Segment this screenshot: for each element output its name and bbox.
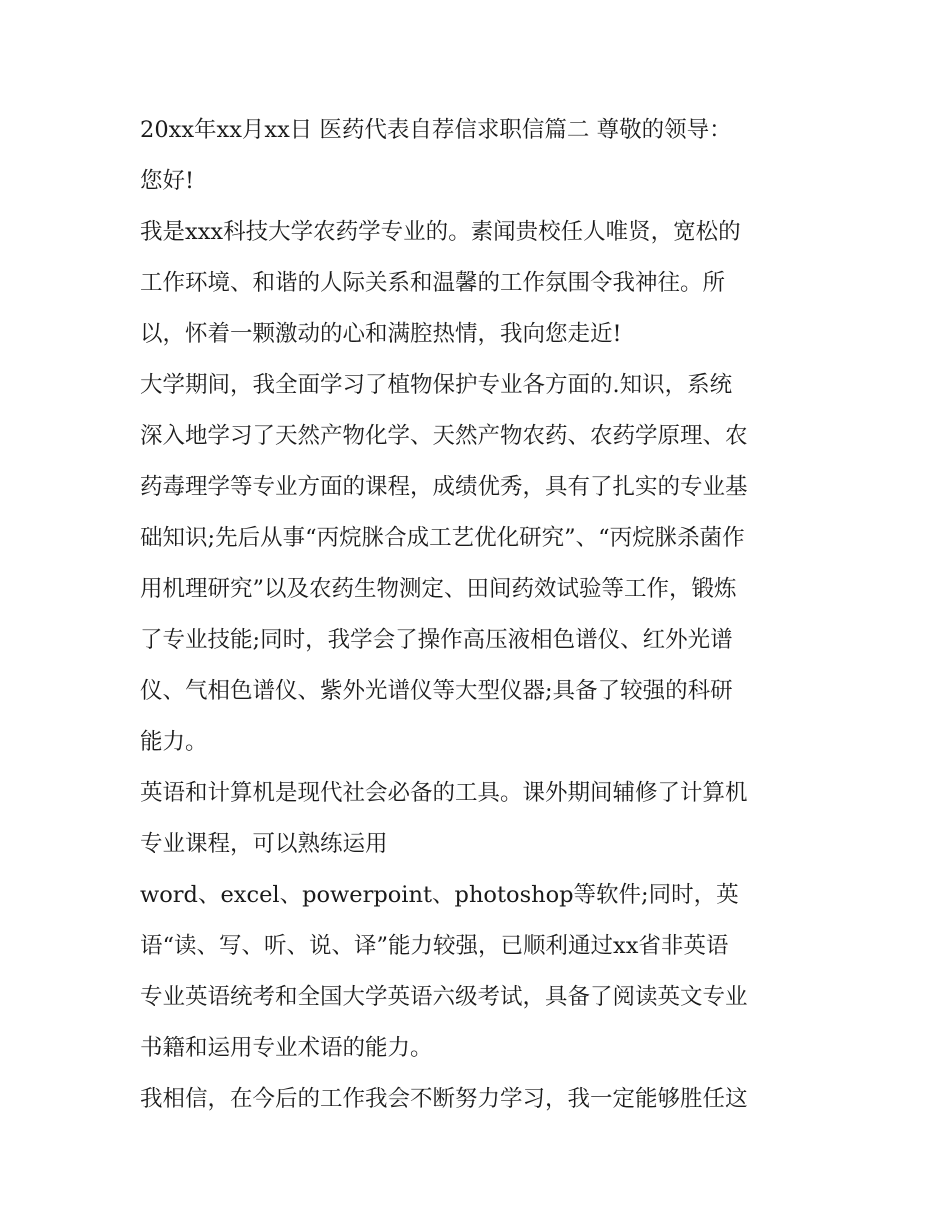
body-line: 我是xxx科技大学农药学专业的。素闻贵校任人唯贤，宽松的 <box>140 219 741 245</box>
body-line: 书籍和运用专业术语的能力。 <box>140 1035 433 1061</box>
body-line: word、excel、powerpoint、photoshop等软件;同时，英 <box>140 882 739 908</box>
body-line: 用机理研究”以及农药生物测定、田间药效试验等工作，锻炼 <box>140 576 737 602</box>
body-line: 药毒理学等专业方面的课程，成绩优秀，具有了扎实的专业基 <box>140 474 748 500</box>
body-line: 了专业技能;同时，我学会了操作高压液相色谱仪、红外光谱 <box>140 627 733 653</box>
body-line: 深入地学习了天然产物化学、天然产物农药、农药学原理、农 <box>140 423 748 449</box>
body-line: 大学期间，我全面学习了植物保护专业各方面的.知识，系统 <box>140 372 733 398</box>
greeting-line: 您好! <box>140 168 195 194</box>
body-line: 能力。 <box>140 729 208 755</box>
body-line: 专业英语统考和全国大学英语六级考试，具备了阅读英文专业 <box>140 984 748 1010</box>
body-line: 我相信，在今后的工作我会不断努力学习，我一定能够胜任这 <box>140 1086 748 1112</box>
body-line: 仪、气相色谱仪、紫外光谱仪等大型仪器;具备了较强的科研 <box>140 678 733 704</box>
body-line: 英语和计算机是现代社会必备的工具。课外期间辅修了计算机 <box>140 780 748 806</box>
body-line: 础知识;先后从事“丙烷脒合成工艺优化研究”、“丙烷脒杀菌作 <box>140 525 745 551</box>
body-line: 工作环境、和谐的人际关系和温馨的工作氛围令我神往。所 <box>140 270 726 296</box>
letter-heading-line: 20xx年xx月xx日 医药代表自荐信求职信篇二 尊敬的领导： <box>140 117 732 143</box>
letter-body <box>140 105 820 1125</box>
body-line: 语“读、写、听、说、译”能力较强，已顺利通过xx省非英语 <box>140 933 729 959</box>
body-line: 专业课程，可以熟练运用 <box>140 831 388 857</box>
body-line: 以，怀着一颗激动的心和满腔热情，我向您走近! <box>140 321 622 347</box>
